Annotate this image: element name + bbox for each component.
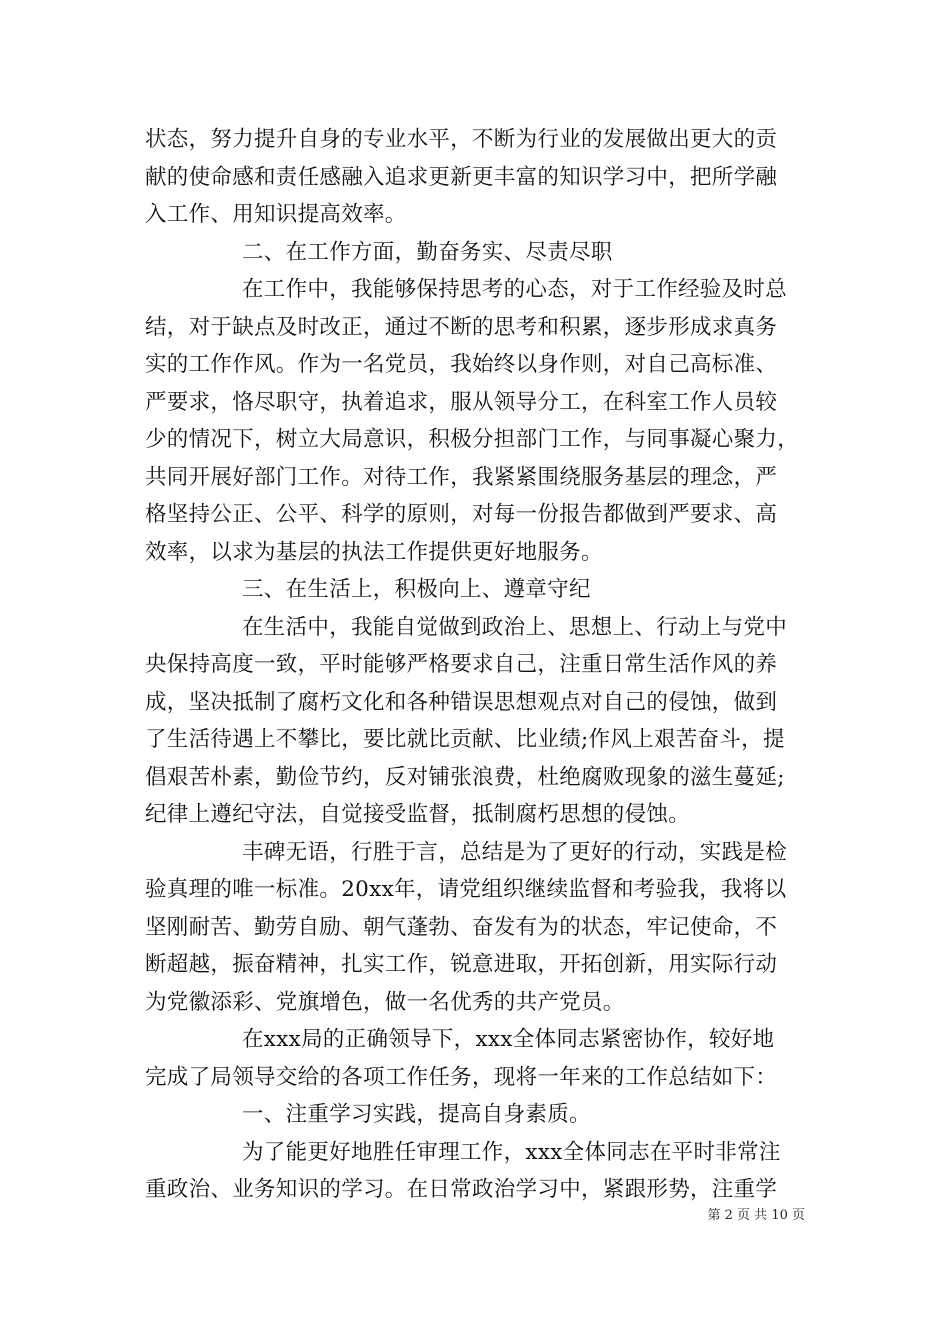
- body-line: 共同开展好部门工作。对待工作，我紧紧围绕服务基层的理念，严: [145, 464, 778, 490]
- body-line: 结，对于缺点及时改正，通过不断的思考和积累，逐步形成求真务: [145, 314, 778, 340]
- body-line: 了生活待遇上不攀比，要比就比贡献、比业绩;作风上艰苦奋斗，提: [145, 727, 785, 752]
- section-heading: 三、在生活上，积极向上、遵章守纪: [242, 577, 591, 602]
- body-line: 效率，以求为基层的执法工作提供更好地服务。: [145, 539, 603, 565]
- body-line: 为党徽添彩、党旗增色，做一名优秀的共产党员。: [145, 989, 625, 1015]
- body-line: 完成了局领导交给的各项工作任务，现将一年来的工作总结如下：: [145, 1064, 778, 1090]
- body-line: 严要求，恪尽职守，执着追求，服从领导分工，在科室工作人员较: [145, 389, 778, 415]
- paragraph-start: 在工作中，我能够保持思考的心态，对于工作经验及时总: [242, 277, 788, 302]
- document-body: [145, 121, 805, 1209]
- body-line: 重政治、业务知识的学习。在日常政治学习中，紧跟形势，注重学: [145, 1177, 778, 1202]
- paragraph-start: 在xxx局的正确领导下，xxx全体同志紧密协作，较好地: [242, 1027, 775, 1052]
- paragraph-start: 丰碑无语，行胜于言，总结是为了更好的行动，实践是检: [242, 839, 788, 865]
- section-heading: 二、在工作方面，勤奋务实、尽责尽职: [242, 239, 613, 265]
- body-line: 坚刚耐苦、勤劳自励、朝气蓬勃、奋发有为的状态，牢记使命，不: [145, 914, 778, 940]
- body-line: 入工作、用知识提高效率。: [145, 202, 407, 227]
- section-heading: 一、注重学习实践，提高自身素质。: [242, 1102, 591, 1127]
- body-line: 状态，努力提升自身的专业水平，不断为行业的发展做出更大的贡: [145, 127, 778, 152]
- body-line: 献的使命感和责任感融入追求更新更丰富的知识学习中，把所学融: [145, 164, 778, 190]
- body-line: 格坚持公正、公平、科学的原则，对每一份报告都做到严要求、高: [145, 502, 778, 527]
- page-number-footer: 第 2 页 共 10 页: [707, 1208, 805, 1223]
- body-line: 成，坚决抵制了腐朽文化和各种错误思想观点对自己的侵蚀，做到: [145, 689, 778, 715]
- paragraph-start: 为了能更好地胜任审理工作，xxx全体同志在平时非常注: [242, 1139, 781, 1165]
- body-line: 倡艰苦朴素，勤俭节约，反对铺张浪费，杜绝腐败现象的滋生蔓延;: [145, 764, 785, 790]
- body-line: 央保持高度一致，平时能够严格要求自己，注重日常生活作风的养: [145, 652, 778, 677]
- body-line: 断超越，振奋精神，扎实工作，锐意进取，开拓创新，用实际行动: [145, 952, 778, 977]
- body-line: 纪律上遵纪守法，自觉接受监督，抵制腐朽思想的侵蚀。: [145, 802, 691, 827]
- paragraph-start: 在生活中，我能自觉做到政治上、思想上、行动上与党中: [242, 614, 788, 640]
- body-line: 少的情况下，树立大局意识，积极分担部门工作，与同事凝心聚力，: [145, 427, 800, 452]
- body-line: 实的工作作风。作为一名党员，我始终以身作则，对自己高标准、: [145, 352, 778, 377]
- body-line: 验真理的唯一标准。20xx年，请党组织继续监督和考验我，我将以: [145, 877, 787, 902]
